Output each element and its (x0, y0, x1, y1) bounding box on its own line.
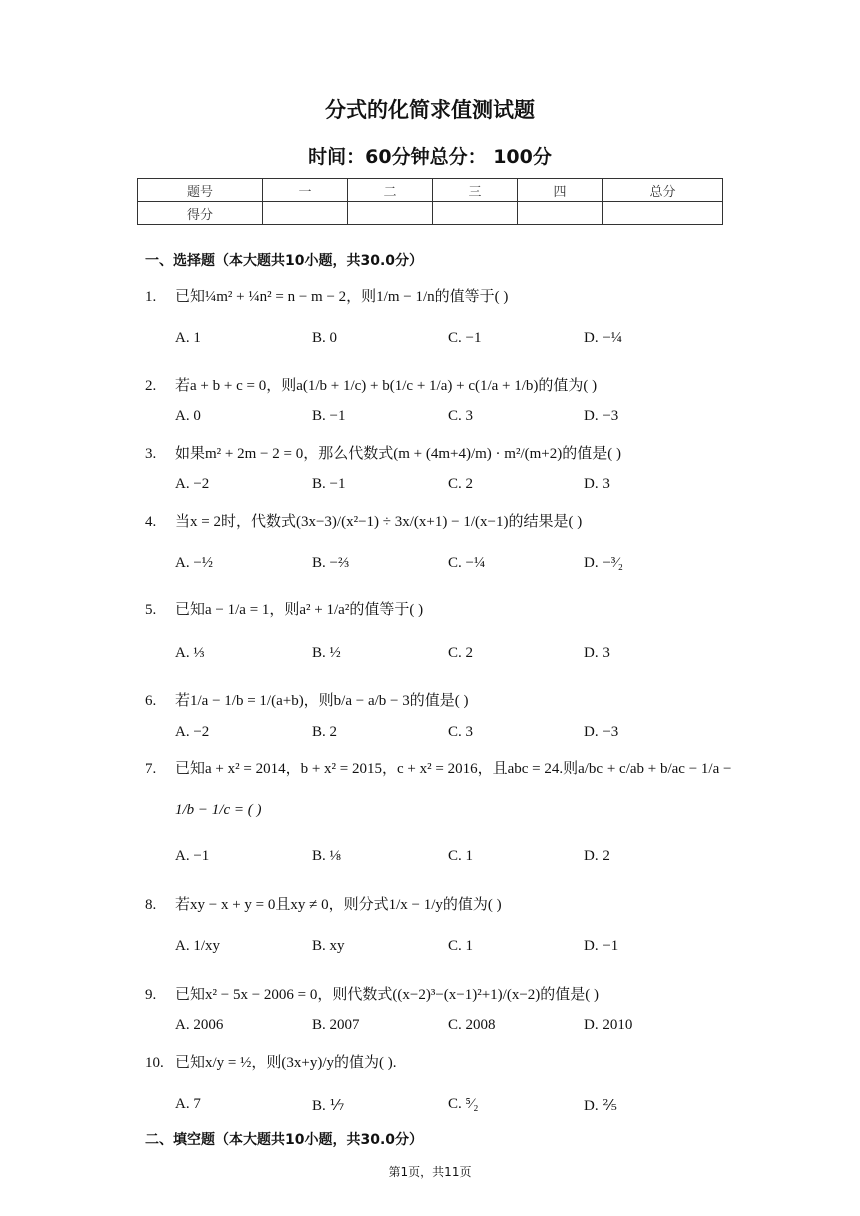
question-6-option-c[interactable]: C. 3 (448, 724, 474, 740)
question-number: 5. (145, 602, 157, 618)
question-10-stem (145, 1051, 397, 1072)
question-text: 已知x² − 5x − 2006 = 0，则代数式((x−2)³−(x−1)²+1)/(x−2)的值是( ) (175, 987, 600, 1003)
question-10-option-b[interactable]: B. ⅐ (312, 1098, 345, 1114)
question-8-stem (145, 893, 502, 914)
question-1-option-b[interactable]: B. 0 (312, 330, 338, 346)
question-5-option-c[interactable]: C. 2 (448, 645, 474, 661)
question-7-option-a[interactable]: A. −1 (175, 848, 210, 864)
section-heading-choice: 一、选择题（本大题共10小题，共30.0分） (145, 253, 424, 269)
question-1-option-c[interactable]: C. −1 (448, 330, 482, 346)
question-3-option-c[interactable]: C. 2 (448, 476, 474, 492)
question-text: 如果m² + 2m − 2 = 0，那么代数式(m + (4m+4)/m) · m²/(m+2)的值是( ) (175, 446, 621, 462)
question-10-option-d[interactable]: D. ⅖ (584, 1098, 617, 1114)
question-3-option-a[interactable]: A. −2 (175, 476, 210, 492)
question-6-stem (145, 689, 469, 710)
score-cell[interactable] (433, 202, 518, 225)
question-9-option-a[interactable]: A. 2006 (175, 1017, 224, 1033)
question-7-option-b[interactable]: B. ⅛ (312, 848, 341, 864)
question-10-option-a[interactable]: A. 7 (175, 1096, 201, 1112)
question-2-option-c[interactable]: C. 3 (448, 408, 474, 424)
question-text: 已知a − 1/a = 1，则a² + 1/a²的值等于( ) (175, 602, 424, 618)
section-heading-fill: 二、填空题（本大题共10小题，共30.0分） (145, 1132, 424, 1148)
question-5-option-a[interactable]: A. ⅓ (175, 645, 205, 661)
question-number: 9. (145, 987, 157, 1003)
question-text: 已知x/y = ½，则(3x+y)/y的值为( ). (175, 1055, 397, 1071)
question-number: 4. (145, 514, 157, 530)
question-number: 3. (145, 446, 157, 462)
exam-time-score: 时间：60分钟总分： 100分 (308, 146, 552, 168)
question-10-option-c[interactable]: C. ⁵⁄₂ (448, 1096, 479, 1112)
question-3-option-b[interactable]: B. −1 (312, 476, 346, 492)
score-table-header-cell: 一 (263, 179, 348, 202)
question-text: 已知a + x² = 2014，b + x² = 2015，c + x² = 2016，且abc = 24.则a/bc + c/ab + b/ac − 1/a − (175, 761, 732, 777)
question-2-stem (145, 374, 597, 395)
page-title: 分式的化简求值测试题 (325, 98, 535, 122)
question-text: 当x = 2时，代数式(3x−3)/(x²−1) ÷ 3x/(x+1) − 1/(x−1)的结果是( ) (175, 514, 583, 530)
score-cell[interactable] (518, 202, 603, 225)
question-number: 7. (145, 761, 157, 777)
question-4-option-b[interactable]: B. −⅔ (312, 555, 350, 571)
question-4-option-a[interactable]: A. −½ (175, 555, 214, 571)
question-8-option-d[interactable]: D. −1 (584, 938, 619, 954)
score-table-score-row (138, 202, 723, 225)
question-9-option-b[interactable]: B. 2007 (312, 1017, 360, 1033)
question-2-option-b[interactable]: B. −1 (312, 408, 346, 424)
question-9-option-d[interactable]: D. 2010 (584, 1017, 633, 1033)
question-1-option-d[interactable]: D. −¼ (584, 330, 623, 346)
question-9-option-c[interactable]: C. 2008 (448, 1017, 496, 1033)
score-cell[interactable] (603, 202, 723, 225)
question-text: 已知¼m² + ¼n² = n − m − 2，则1/m − 1/n的值等于( ) (175, 289, 509, 305)
question-6-option-d[interactable]: D. −3 (584, 724, 619, 740)
question-6-option-b[interactable]: B. 2 (312, 724, 338, 740)
question-2-option-d[interactable]: D. −3 (584, 408, 619, 424)
question-number: 6. (145, 693, 157, 709)
question-2-option-a[interactable]: A. 0 (175, 408, 201, 424)
score-cell[interactable] (263, 202, 348, 225)
question-1-stem (145, 285, 508, 306)
question-7-option-c[interactable]: C. 1 (448, 848, 474, 864)
score-table-header-cell: 题号 (138, 179, 263, 202)
score-table (137, 178, 723, 225)
page-footer: 第1页，共11页 (388, 1165, 472, 1179)
score-table-header-row (138, 179, 723, 202)
question-number: 10. (145, 1055, 164, 1071)
question-7-option-d[interactable]: D. 2 (584, 848, 610, 864)
question-5-stem (145, 598, 423, 619)
question-4-option-c[interactable]: C. −¼ (448, 555, 486, 571)
question-8-option-a[interactable]: A. 1/xy (175, 938, 220, 954)
question-text: 若1/a − 1/b = 1/(a+b)，则b/a − a/b − 3的值是( ) (175, 693, 469, 709)
question-number: 1. (145, 289, 157, 305)
question-5-option-b[interactable]: B. ½ (312, 645, 341, 661)
score-table-header-cell: 四 (518, 179, 603, 202)
score-table-header-cell: 三 (433, 179, 518, 202)
question-number: 2. (145, 378, 157, 394)
score-table-header-cell: 二 (348, 179, 433, 202)
question-1-option-a[interactable]: A. 1 (175, 330, 201, 346)
question-text: 若xy − x + y = 0且xy ≠ 0，则分式1/x − 1/y的值为( ) (175, 897, 502, 913)
question-4-stem (145, 510, 582, 531)
question-3-stem (145, 442, 621, 463)
score-cell[interactable] (348, 202, 433, 225)
question-number: 8. (145, 897, 157, 913)
question-5-option-d[interactable]: D. 3 (584, 645, 610, 661)
question-7-stem (145, 757, 731, 778)
score-table-header-cell: 总分 (603, 179, 723, 202)
score-row-label: 得分 (138, 202, 263, 225)
question-3-option-d[interactable]: D. 3 (584, 476, 610, 492)
question-6-option-a[interactable]: A. −2 (175, 724, 210, 740)
question-text: 若a + b + c = 0，则a(1/b + 1/c) + b(1/c + 1/a) + c(1/a + 1/b)的值为( ) (175, 378, 598, 394)
question-8-option-c[interactable]: C. 1 (448, 938, 474, 954)
question-text-continuation: 1/b − 1/c = ( ) (175, 802, 262, 818)
question-4-option-d[interactable]: D. −³⁄₂ (584, 555, 624, 571)
question-9-stem (145, 983, 599, 1004)
question-8-option-b[interactable]: B. xy (312, 938, 345, 954)
